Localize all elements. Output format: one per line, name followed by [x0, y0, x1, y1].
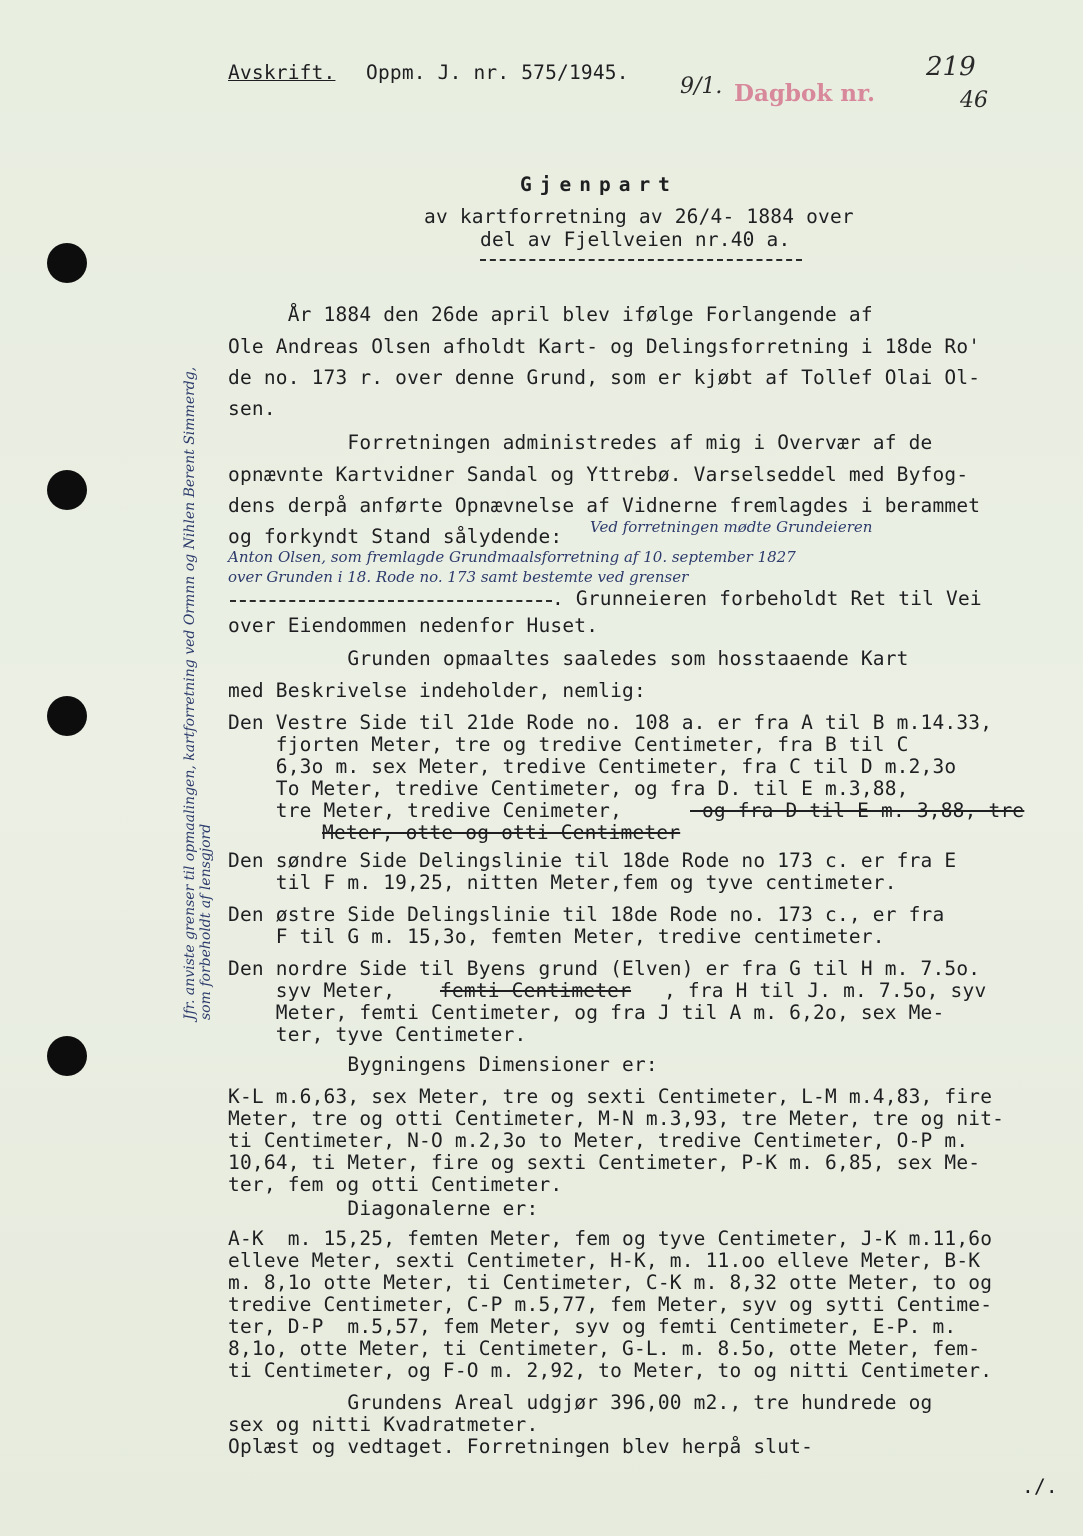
body-line: sex og nitti Kvadratmeter.	[228, 1413, 539, 1436]
continuation-mark: ./.	[1022, 1475, 1058, 1498]
body-line: K-L m.6,63, sex Meter, tre og sexti Centimeter, L-M m.4,83, fire	[228, 1085, 993, 1108]
body-line: de no. 173 r. over denne Grund, som er kjøbt af Tollef Olai Ol-	[228, 366, 981, 389]
body-line: A-K m. 15,25, femten Meter, fem og tyve Centimeter, J-K m.11,6o	[228, 1227, 993, 1250]
body-line: Ole Andreas Olsen afholdt Kart- og Delingsforretning i 18de Ro'	[228, 335, 981, 358]
title-line-2: del av Fjellveien nr.40 a.	[480, 228, 791, 251]
punch-hole	[47, 696, 87, 736]
body-line: og forkyndt Stand sålydende:	[228, 525, 563, 548]
body-line: fjorten Meter, tre og tredive Centimeter, fra B til C	[228, 733, 909, 756]
body-line: m. 8,1o otte Meter, ti Centimeter, C-K m. 8,32 otte Meter, to og	[228, 1271, 993, 1294]
body-line: syv Meter,	[228, 979, 396, 1002]
body-line: Den østre Side Delingslinie til 18de Rode no. 173 c., er fra	[228, 903, 945, 926]
body-line: over Eiendommen nedenfor Huset.	[228, 614, 599, 637]
body-line: Den Vestre Side til 21de Rode no. 108 a. er fra A til B m.14.33,	[228, 711, 993, 734]
body-line: 6,3o m. sex Meter, tredive Centimeter, fra C til D m.2,3o	[228, 755, 957, 778]
body-line: ter, D-P m.5,57, fem Meter, syv og femti Centimeter, E-P. m.	[228, 1315, 957, 1338]
struck-text: og fra D til E m. 3,88, tre	[690, 799, 1025, 822]
body-line: tredive Centimeter, C-P m.5,77, fem Meter, syv og sytti Centime-	[228, 1293, 993, 1316]
title-divider	[480, 259, 802, 261]
body-line: To Meter, tredive Centimeter, og fra D. til E m.3,88,	[228, 777, 909, 800]
body-line: Den søndre Side Delingslinie til 18de Rode no 173 c. er fra E	[228, 849, 957, 872]
punch-hole	[47, 1036, 87, 1076]
body-line: med Beskrivelse indeholder, nemlig:	[228, 679, 646, 702]
body-line: År 1884 den 26de april blev ifølge Forlangende af	[228, 303, 873, 326]
body-line: opnævnte Kartvidner Sandal og Yttrebø. Varselseddel med Byfog-	[228, 463, 969, 486]
body-line: ter, fem og otti Centimeter.	[228, 1173, 563, 1196]
body-line: elleve Meter, sexti Centimeter, H-K, m. 11.oo elleve Meter, B-K	[228, 1249, 981, 1272]
body-line: Meter, femti Centimeter, og fra J til A m. 6,2o, sex Me-	[228, 1001, 945, 1024]
stamp-number: 219	[926, 52, 976, 82]
body-line: F til G m. 15,3o, femten Meter, tredive centimeter.	[228, 925, 885, 948]
body-line: Grundens Areal udgjør 396,00 m2., tre hundrede og	[228, 1391, 933, 1414]
fill-dashes	[230, 600, 552, 602]
title-line-1: av kartforretning av 26/4- 1884 over	[424, 205, 854, 228]
body-line: Grunden opmaaltes saaledes som hosstaaende Kart	[228, 647, 909, 670]
dagbok-stamp: Dagbok nr.	[734, 80, 876, 107]
body-line: 8,1o, otte Meter, ti Centimeter, G-L. m. 8.5o, otte Meter, fem-	[228, 1337, 981, 1360]
body-line: . Grunneieren forbeholdt Ret til Vei	[552, 587, 982, 610]
struck-text: Meter, otte og otti Centimeter	[322, 821, 681, 844]
body-line: Diagonalerne er:	[228, 1197, 539, 1220]
body-line: , fra H til J. m. 7.5o, syv	[664, 979, 987, 1002]
avskrift-label: Avskrift.	[228, 61, 336, 84]
stamp-year: 46	[960, 88, 988, 113]
body-line: Forretningen administredes af mig i Overvær af de	[228, 431, 933, 454]
handwritten-insert: Anton Olsen, som fremlagde Grundmaalsforretning af 10. september 1827	[228, 548, 796, 566]
body-line: ti Centimeter, N-O m.2,3o to Meter, tredive Centimeter, O-P m.	[228, 1129, 969, 1152]
body-line: Meter, tre og otti Centimeter, M-N m.3,93, tre Meter, tre og nit-	[228, 1107, 1005, 1130]
handwritten-insert: over Grunden i 18. Rode no. 173 samt bestemte ved grenser	[228, 568, 689, 586]
body-line: Den nordre Side til Byens grund (Elven) er fra G til H m. 7.5o.	[228, 957, 981, 980]
journal-ref: Oppm. J. nr. 575/1945.	[366, 61, 629, 84]
body-line: ti Centimeter, og F-O m. 2,92, to Meter, to og nitti Centimeter.	[228, 1359, 993, 1382]
margin-handwritten-note: Jfr. anviste grenser til opmaalingen, kartforretning ved Ormnn og Nihlen Berent Simmerdg, som forbeholdt af lensgjord	[182, 366, 214, 1020]
body-line: Bygningens Dimensioner er:	[228, 1053, 658, 1076]
punch-hole	[47, 243, 87, 283]
body-line: Oplæst og vedtaget. Forretningen blev herpå slut-	[228, 1435, 814, 1458]
struck-text: femti Centimeter	[440, 979, 632, 1002]
body-line: sen.	[228, 397, 276, 420]
body-line: til F m. 19,25, nitten Meter,fem og tyve centimeter.	[228, 871, 897, 894]
handwritten-insert: Ved forretningen mødte Grundeieren	[590, 518, 873, 536]
punch-hole	[47, 470, 87, 510]
body-line: ter, tyve Centimeter.	[228, 1023, 527, 1046]
body-line: tre Meter, tredive Cenimeter,	[228, 799, 623, 822]
body-line: 10,64, ti Meter, fire og sexti Centimeter, P-K m. 6,85, sex Me-	[228, 1151, 981, 1174]
doc-heading: Gjenpart	[520, 173, 678, 196]
body-line: dens derpå anførte Opnævnelse af Vidnerne fremlagdes i berammet	[228, 494, 981, 517]
handwritten-date: 9/1.	[680, 74, 723, 99]
